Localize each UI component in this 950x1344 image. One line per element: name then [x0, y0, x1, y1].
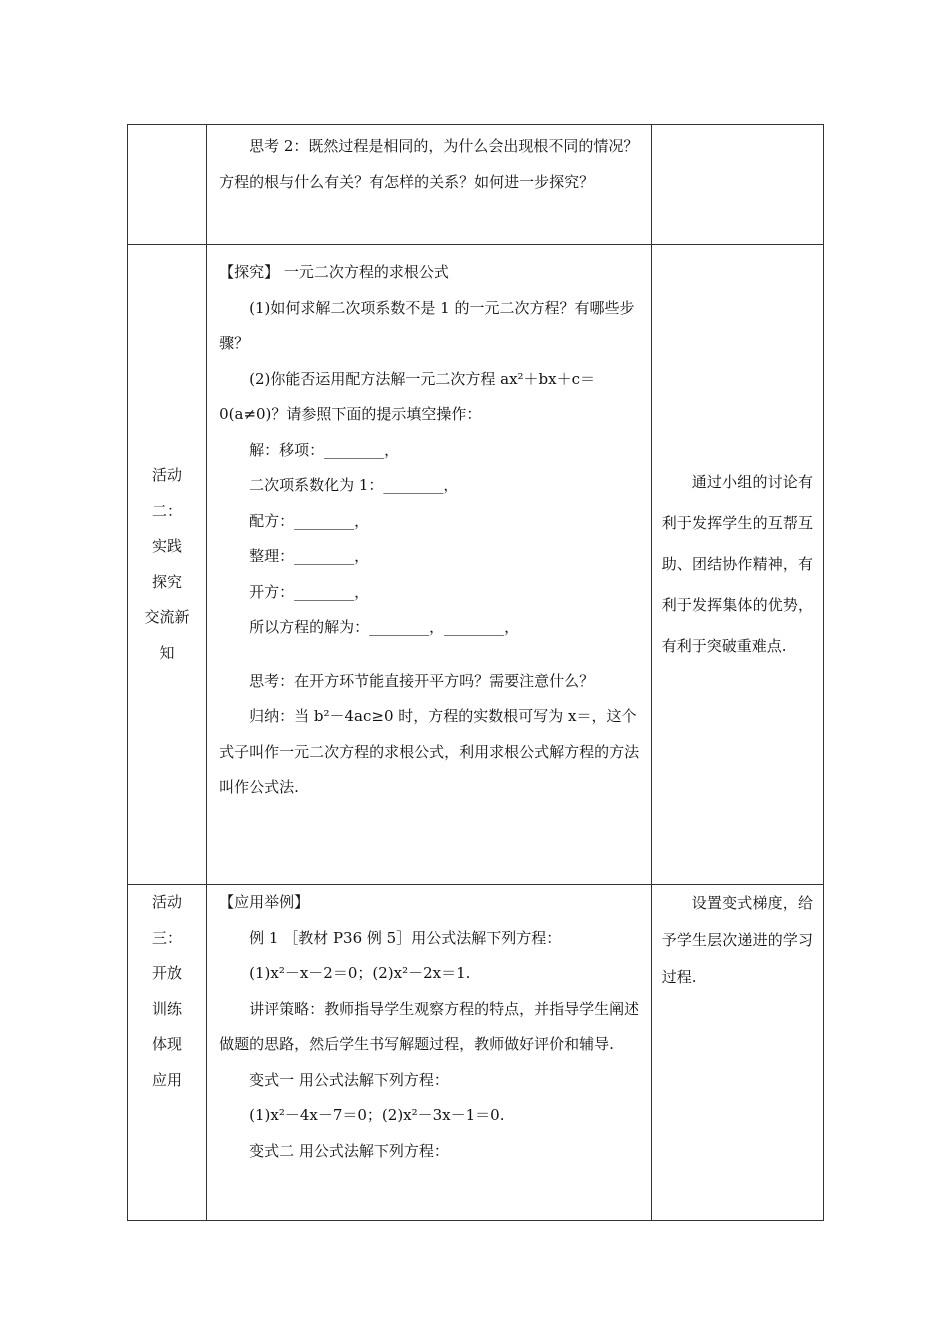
design-intent-3: 设置变式梯度，给予学生层次递进的学习过程.: [661, 894, 813, 986]
row3-middle-cell: [207, 885, 652, 1221]
row1-right-cell: [651, 125, 823, 245]
question-1: (1)如何求解二次项系数不是 1 的一元二次方程？有哪些步骤？: [219, 298, 635, 352]
activity-label-line: 活动: [152, 466, 183, 484]
row1-middle-cell: [207, 125, 652, 245]
activity-label-line: 实践: [152, 537, 183, 555]
step-line: 整理：________，: [249, 547, 370, 565]
activity-label-line: 应用: [152, 1070, 183, 1089]
design-intent-2: 通过小组的讨论有利于发挥学生的互帮互助、团结协作精神，有利于发挥集体的优势，有利于突破重难点.: [661, 473, 813, 655]
application-heading: 【应用举例】: [219, 893, 310, 911]
step-line: 所以方程的解为：________，________，: [249, 618, 520, 636]
table-row: [128, 245, 824, 885]
activity-label-line: 开放: [152, 964, 183, 982]
step-line: 解：移项：________，: [249, 440, 400, 459]
step-line: 二次项系数化为 1：________，: [249, 476, 459, 494]
activity-two-label: [128, 458, 206, 671]
lesson-table: [127, 124, 824, 1221]
row2-right-cell: [651, 245, 823, 885]
activity-label-line: 知: [159, 643, 175, 662]
strategy-paragraph: 讲评策略：教师指导学生观察方程的特点，并指导学生阐述做题的思路，然后学生书写解题过程，教师做好评价和辅导.: [219, 999, 640, 1053]
think-paragraph: 思考：在开方环节能直接开平方吗？需要注意什么？: [249, 671, 595, 690]
activity-label-line: 活动: [152, 893, 183, 911]
table-row: [128, 125, 824, 245]
activity-label-line: 交流新: [144, 608, 190, 626]
row3-right-cell: [651, 885, 823, 1221]
row1-left-cell: [128, 125, 207, 245]
think2-paragraph: 思考 2：既然过程是相同的，为什么会出现根不同的情况？方程的根与什么有关？有怎样的关系？如何进一步探究？: [219, 137, 639, 191]
row2-middle-cell: [207, 245, 652, 885]
variant-1-equations: (1)x²－4x－7＝0；(2)x²－3x－1＝0.: [249, 1106, 505, 1124]
conclusion-paragraph: 归纳：当 b²－4ac≥0 时，方程的实数根可写为 x＝，这个式子叫作一元二次方程的求根公式，利用求根公式解方程的方法叫作公式法.: [219, 707, 640, 796]
row2-left-cell: [128, 245, 207, 885]
activity-label-line: 探究: [152, 572, 183, 591]
example-1: 例 1 ［教材 P36 例 5］用公式法解下列方程：: [249, 928, 562, 947]
activity-label-line: 二：: [152, 501, 183, 520]
table-row: [128, 885, 824, 1221]
activity-label-line: 三：: [152, 928, 183, 947]
activity-label-line: 训练: [152, 999, 183, 1018]
variant-2: 变式二 用公式法解下列方程：: [249, 1141, 449, 1160]
activity-label-line: 体现: [152, 1035, 183, 1053]
explore-heading: 【探究】 一元二次方程的求根公式: [219, 263, 449, 281]
spacer: [219, 646, 641, 664]
example-1-equations: (1)x²－x－2＝0；(2)x²－2x＝1.: [249, 964, 471, 982]
activity-three-label: [128, 885, 206, 1098]
step-line: 开方：________，: [249, 582, 370, 601]
variant-1: 变式一 用公式法解下列方程：: [249, 1070, 449, 1089]
step-line: 配方：________，: [249, 511, 370, 530]
question-2: (2)你能否运用配方法解一元二次方程 ax²＋bx＋c＝0(a≠0)？请参照下面的提示填空操作：: [219, 369, 596, 423]
row3-left-cell: [128, 885, 207, 1221]
